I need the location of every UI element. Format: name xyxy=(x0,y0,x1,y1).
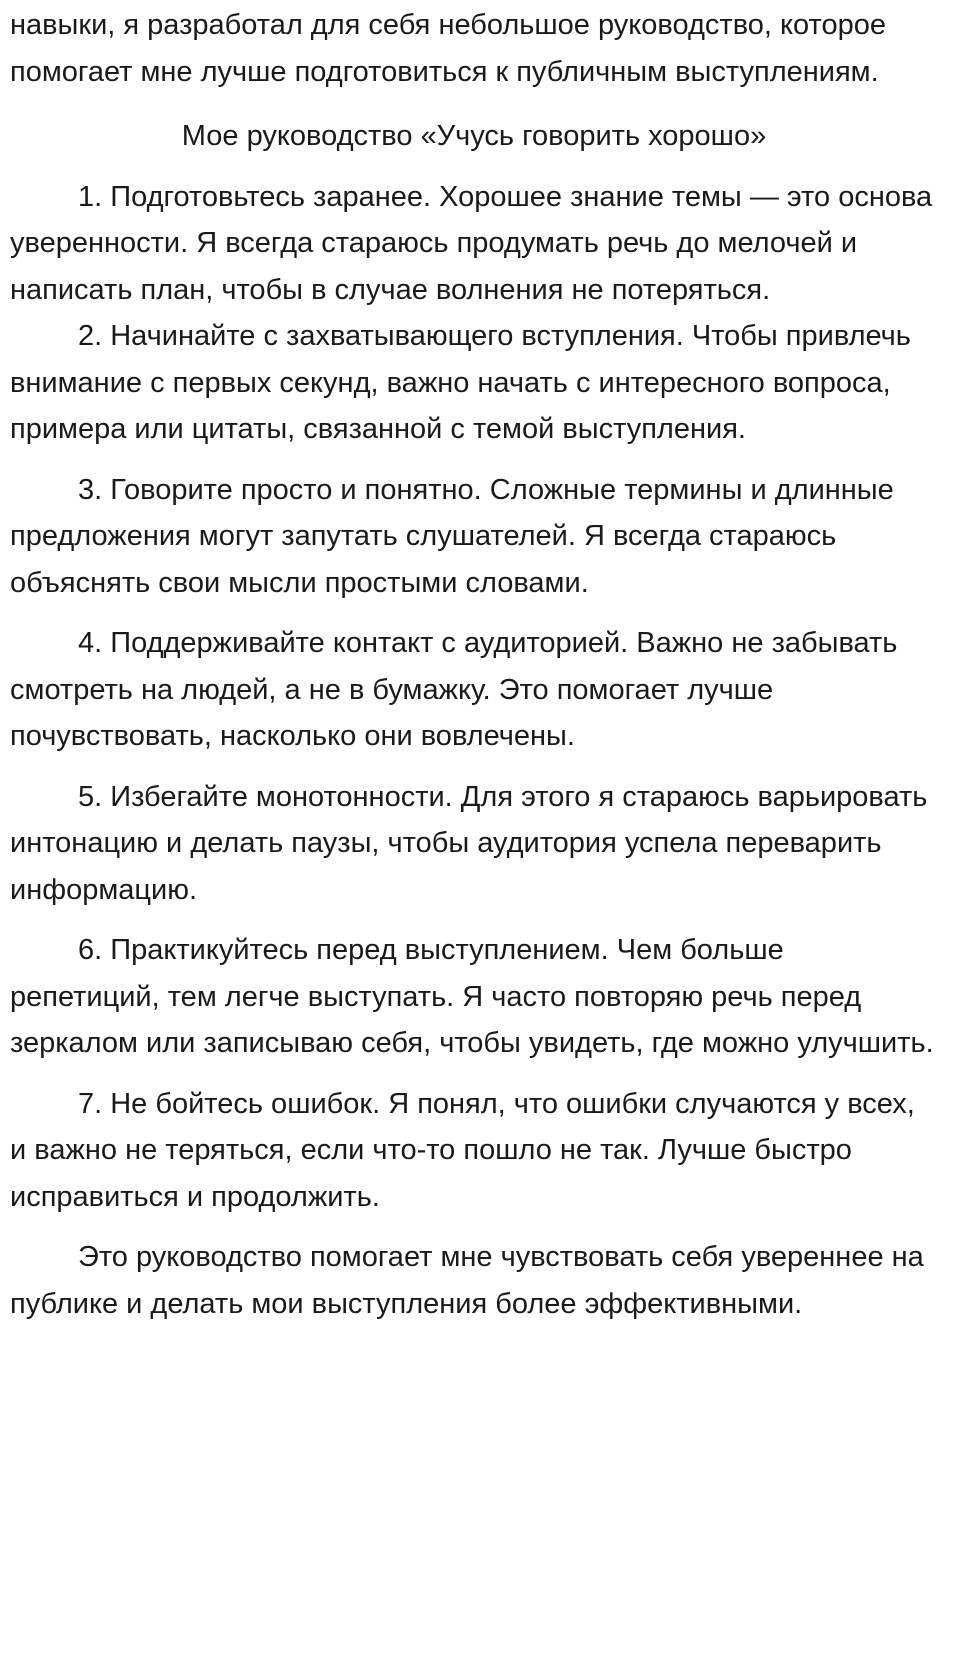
closing-paragraph: Это руководство помогает мне чувствовать себя увереннее на публике и делать мои выступления более эффективными. xyxy=(10,1241,924,1320)
intro-paragraph: навыки, я разработал для себя небольшое руководство, которое помогает мне лучше подготовиться к публичным выступлениям. xyxy=(10,9,886,88)
list-item-5: 5. Избегайте монотонности. Для этого я стараюсь варьировать интонацию и делать паузы, чтобы аудитория успела переварить информацию. xyxy=(10,780,928,906)
guide-title: Мое руководство «Учусь говорить хорошо» xyxy=(181,120,767,152)
list-item-6: 6. Практикуйтесь перед выступлением. Чем больше репетиций, тем легче выступать. Я часто повторяю речь перед зеркалом или записываю себя, чтобы увидеть, где можно улучшить. xyxy=(10,934,934,1059)
list-item-7: 7. Не бойтесь ошибок. Я понял, что ошибки случаются у всех, и важно не теряться, если что-то пошло не так. Лучше быстро исправиться и продолжить. xyxy=(10,1087,915,1213)
list-item-3: 3. Говорите просто и понятно. Сложные термины и длинные предложения могут запутать слушателей. Я всегда стараюсь объяснять свои мысли простыми словами. xyxy=(10,473,894,599)
list-item-1: 1. Подготовьтесь заранее. Хорошее знание темы — это основа уверенности. Я всегда стараюсь продумать речь до мелочей и написать план, чтобы в случае волнения не потеряться. xyxy=(10,180,933,306)
list-item-2: 2. Начинайте с захватывающего вступления. Чтобы привлечь внимание с первых секунд, важно начать с интересного вопроса, примера или цитаты, связанной с темой выступления. xyxy=(10,320,911,445)
list-item-4: 4. Поддерживайте контакт с аудиторией. Важно не забывать смотреть на людей, а не в бумажку. Это помогает лучше почувствовать, насколько они вовлечены. xyxy=(10,627,898,752)
